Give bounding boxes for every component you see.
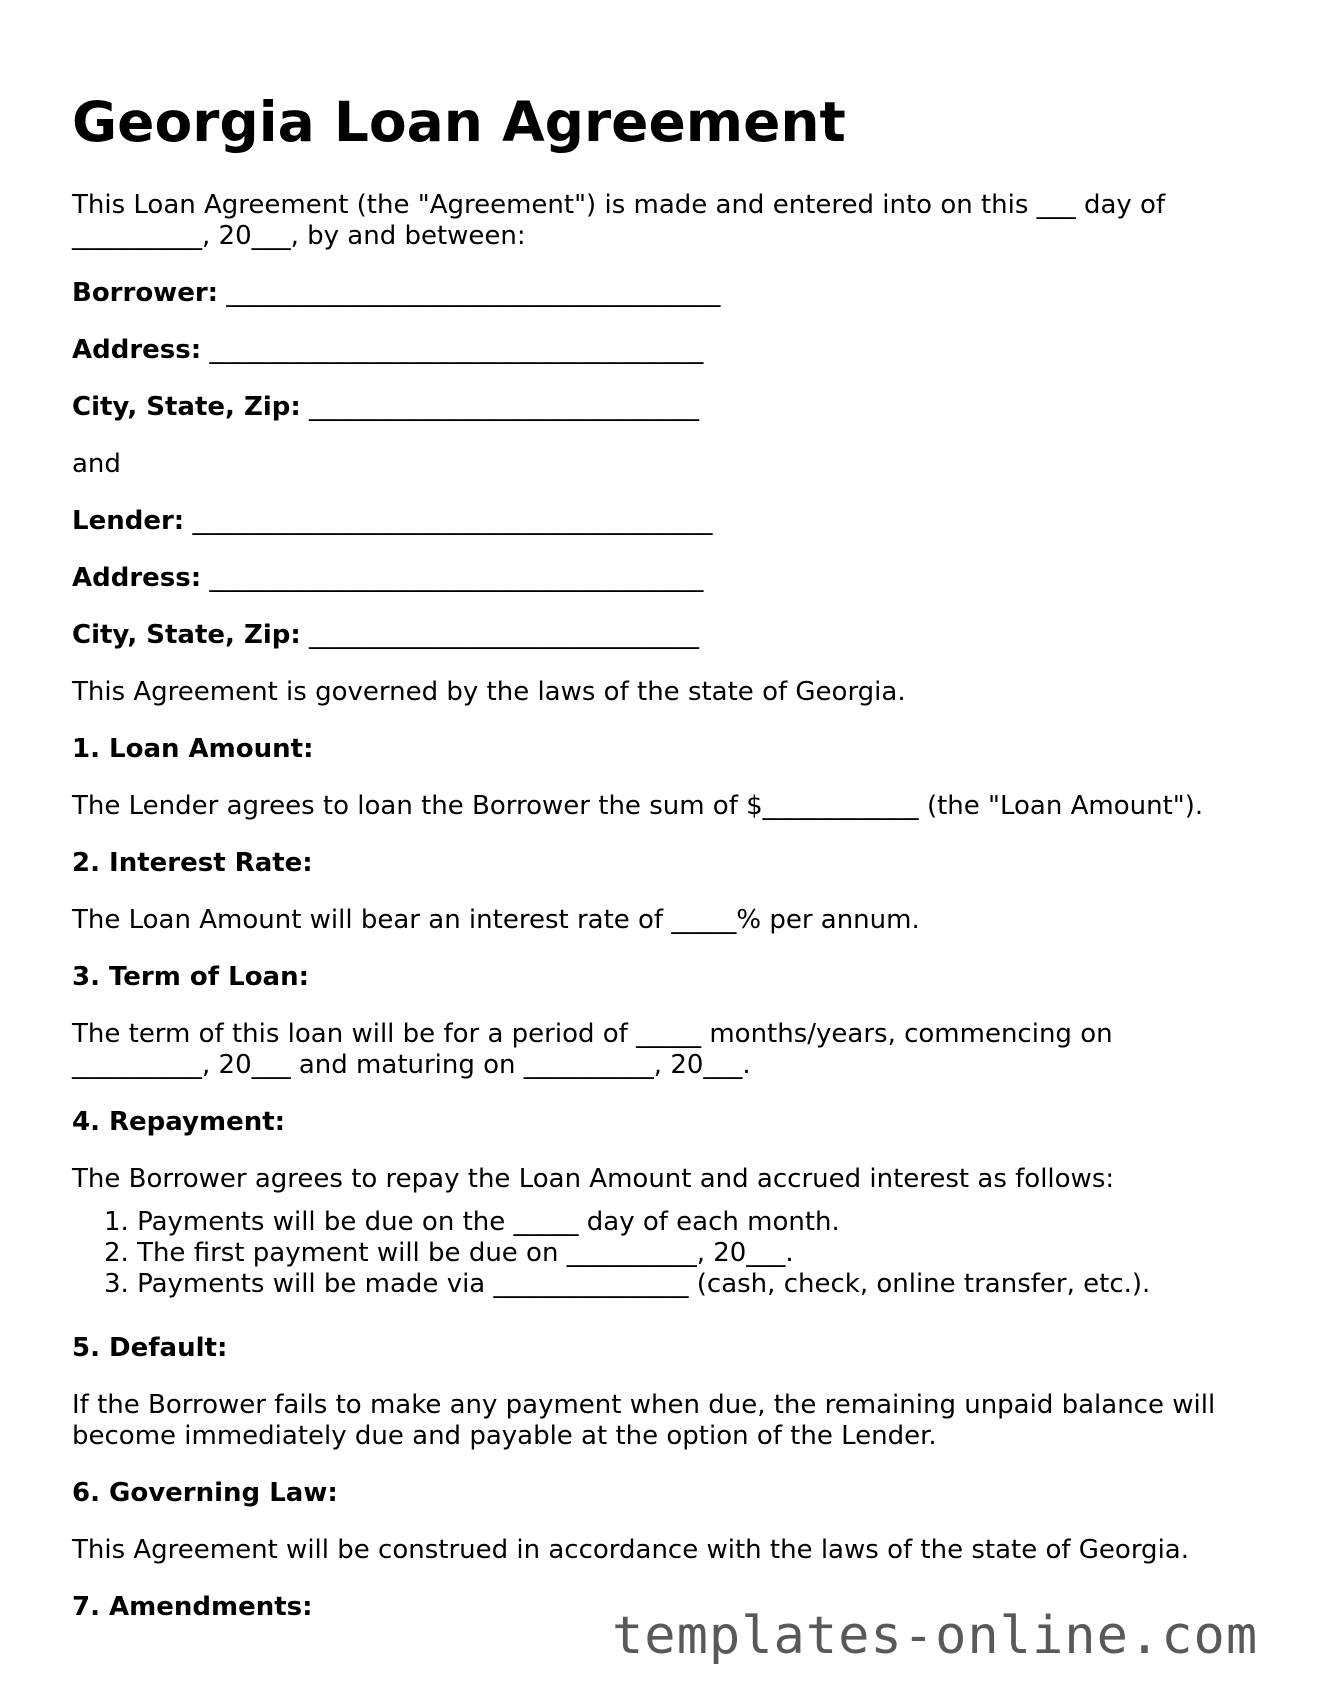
borrower-address-field [72,335,703,366]
borrower-address-blank: ______________________________________ [209,335,704,365]
borrower-city-state-zip-blank: ______________________________ [309,392,700,422]
document-title: Georgia Loan Agreement [72,90,846,154]
lender-city-state-zip-blank: ______________________________ [309,620,700,650]
lender-label: Lender: [72,506,185,536]
section-heading-governing-law: 6. Governing Law: [72,1478,338,1508]
governed-text: This Agreement is governed by the laws of the state of Georgia. [72,677,906,707]
borrower-blank: ______________________________________ [226,278,721,308]
section-heading-repayment: 4. Repayment: [72,1107,286,1137]
section-heading-loan-amount: 1. Loan Amount: [72,734,314,764]
section-heading-default: 5. Default: [72,1333,228,1363]
lender-field [72,506,712,537]
list-item: 3. Payments will be made via _______________ (cash, check, online transfer, etc.). [104,1269,1151,1299]
intro-line-2: __________, 20___, by and between: [72,221,526,251]
section-heading-amendments: 7. Amendments: [72,1592,313,1622]
borrower-field [72,278,720,309]
section-heading-term: 3. Term of Loan: [72,962,310,992]
watermark: templates-online.com [612,1606,1259,1666]
term-text-line-1: The term of this loan will be for a period of _____ months/years, commencing on [72,1019,1113,1049]
section-heading-interest-rate: 2. Interest Rate: [72,848,313,878]
repayment-list [104,1207,1150,1300]
lender-city-state-zip-field [72,620,699,651]
lender-address-blank: ______________________________________ [209,563,704,593]
lender-address-field [72,563,703,594]
repayment-text: The Borrower agrees to repay the Loan Amount and accrued interest as follows: [72,1164,1115,1194]
default-text-line-1: If the Borrower fails to make any payment when due, the remaining unpaid balance will [72,1390,1216,1420]
term-text-line-2: __________, 20___ and maturing on __________, 20___. [72,1050,751,1080]
lender-address-label: Address: [72,563,202,593]
borrower-city-state-zip-label: City, State, Zip: [72,392,301,422]
and-text: and [72,449,121,479]
borrower-address-label: Address: [72,335,202,365]
interest-rate-text: The Loan Amount will bear an interest rate of _____% per annum. [72,905,920,935]
loan-amount-text: The Lender agrees to loan the Borrower the sum of $____________ (the "Loan Amount"). [72,791,1204,821]
list-item: 1. Payments will be due on the _____ day of each month. [104,1207,840,1237]
list-item: 2. The first payment will be due on __________, 20___. [104,1238,794,1268]
governing-law-text: This Agreement will be construed in accordance with the laws of the state of Georgia. [72,1535,1189,1565]
borrower-label: Borrower: [72,278,219,308]
lender-city-state-zip-label: City, State, Zip: [72,620,301,650]
borrower-city-state-zip-field [72,392,699,423]
intro-line-1: This Loan Agreement (the "Agreement") is made and entered into on this ___ day of [72,190,1166,220]
lender-blank: ________________________________________ [192,506,713,536]
default-text-line-2: become immediately due and payable at the option of the Lender. [72,1421,937,1451]
